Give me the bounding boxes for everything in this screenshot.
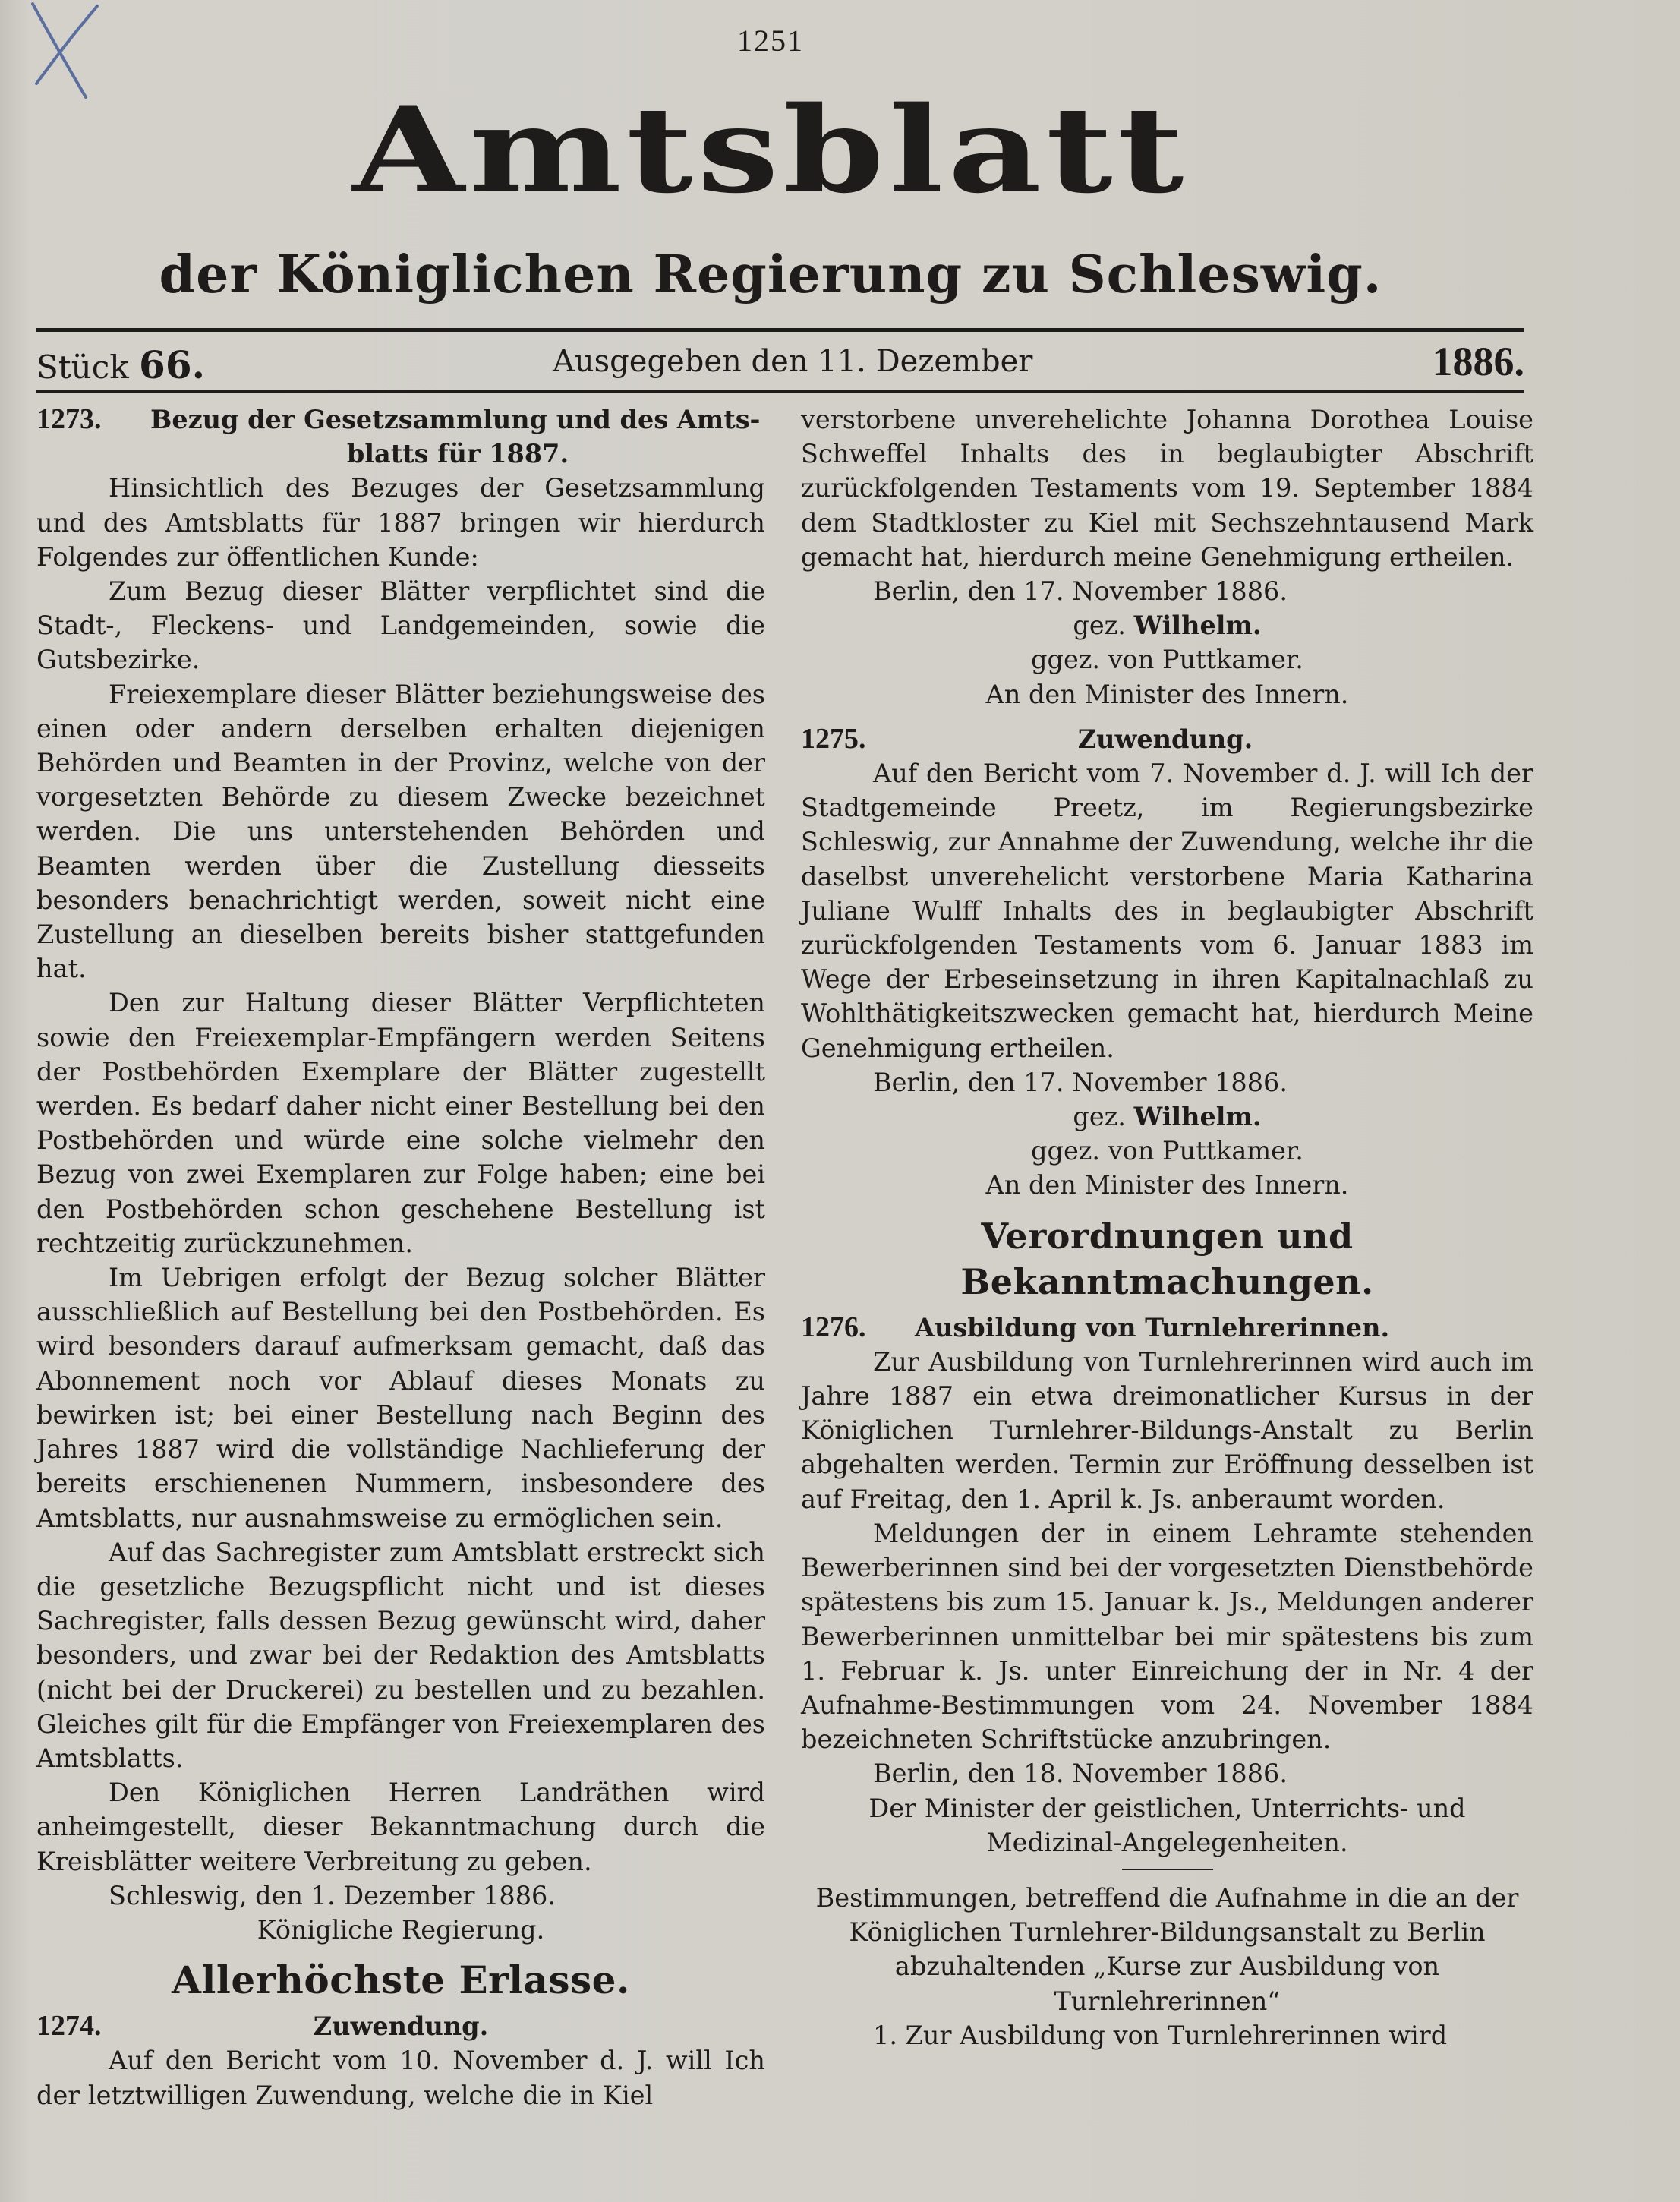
- signature-place-date: Berlin, den 17. November 1886.: [873, 576, 1288, 607]
- entry-title: Ausbildung von Turnlehrerinnen.: [915, 1312, 1390, 1342]
- signature-authority: Königliche Regierung.: [257, 1914, 545, 1945]
- signature-place-date: Berlin, den 17. November 1886.: [873, 1067, 1288, 1097]
- masthead-subtitle: der Königlichen Regierung zu Schleswig.: [159, 244, 1382, 305]
- paragraph: Im Uebrigen erfolgt der Bezug solcher Blätter ausschließlich auf Bestellung bei den Postbehörden. Es wird besonders darauf aufmerksam gemacht, daß das Abonnement noch vor Ablauf dieses Monats zu bewirken ist; bei einer Bestellung nach Beginn des Jahres 1887 wird die vollständige Nachlieferung der bereits erschienenen Nummern, insbesondere des Amtsblatts, nur ausnahmsweise zu ermöglichen sein.: [36, 1263, 765, 1533]
- issue-line: [36, 338, 1524, 386]
- entry-title-cont: blatts für 1887.: [346, 439, 569, 469]
- entry-title: [150, 2009, 651, 2043]
- entry-title: Bezug der Gesetzsammlung und des Amts-: [150, 405, 761, 434]
- entry-title: [915, 722, 1416, 756]
- paragraph: Hinsichtlich des Bezuges der Gesetzsammlung und des Amtsblatts für 1887 bringen wir hierdurch Folgendes zur öffentlichen Kunde:: [36, 473, 765, 572]
- entry-title-text: Zuwendung.: [313, 2011, 489, 2042]
- paragraph: Auf den Bericht vom 7. November d. J. will Ich der Stadtgemeinde Preetz, im Regierungsbezirke Schleswig, zur Annahme der Zuwendung, welche ihr die daselbst unverehelicht verstorbene Maria Katharina Juliane Wulff Inhalts des in beglaubigter Abschrift zurückfolgenden Testaments vom 6. Januar 1883 im Wege der Erbeseinsetzung in ihren Kapitalnachlaß zu Wohlthätigkeitszwecken gemacht hat, hierdurch Meine Genehmigung ertheilen.: [801, 759, 1533, 1063]
- entry-1273-heading-cont: [36, 437, 765, 471]
- entry-1275-heading: [801, 722, 1533, 756]
- signature-name: Wilhelm.: [1133, 610, 1262, 641]
- issue-number: 66.: [139, 342, 206, 387]
- issue-date: Ausgegeben den 11. Dezember: [553, 344, 1033, 379]
- signature-gez: gez.: [1073, 610, 1126, 641]
- signature-line: [801, 1099, 1533, 1134]
- section-heading: Verordnungen und Bekanntmachungen.: [960, 1215, 1374, 1302]
- entry-1273-heading: [36, 402, 765, 437]
- entry-number: 1276.: [801, 1311, 866, 1343]
- page-number: 1251: [737, 24, 804, 58]
- paragraph: Auf den Bericht vom 10. November d. J. will Ich der letztwilligen Zuwendung, welche die in Kiel: [36, 2046, 765, 2110]
- signature-authority: Der Minister der geistlichen, Unterrichts- und: [868, 1793, 1466, 1823]
- paragraph-continued: verstorbene unverehelichte Johanna Dorothea Louise Schweffel Inhalts des in beglaubigter Abschrift zurückfolgenden Testaments vom 19. September 1884 dem Stadtkloster zu Kiel mit Sechszehntausend Mark gemacht hat, hierdurch meine Genehmigung ertheilen.: [801, 405, 1533, 572]
- entry-1274-heading: [36, 2009, 765, 2043]
- paragraph: Zur Ausbildung von Turnlehrerinnen wird auch im Jahre 1887 ein etwa dreimonatlicher Kursus in der Königlichen Turnlehrer-Bildungs-Anstalt zu Berlin abgehalten werden. Termin zur Eröffnung desselben ist auf Freitag, den 1. April k. Js. anberaumt worden.: [801, 1346, 1533, 1514]
- entry-number: 1275.: [801, 722, 866, 755]
- entry-title-text: Zuwendung.: [1077, 724, 1253, 754]
- paragraph: Den zur Haltung dieser Blätter Verpflichteten sowie den Freiexemplar-Empfängern werden Seitens der Postbehörden Exemplare der Blätter zugestellt werden. Es bedarf daher nicht einer Bestellung bei den Postbehörden und würde eine solche vielmehr den Bezug von zwei Exemplaren zur Folge haben; eine bei den Postbehörden schon geschehene Bestellung ist rechtzeitig zurückzunehmen.: [36, 988, 765, 1258]
- paragraph: 1. Zur Ausbildung von Turnlehrerinnen wird: [873, 2020, 1448, 2050]
- signature-place-date: Schleswig, den 1. Dezember 1886.: [109, 1880, 556, 1910]
- signature-place-date: Berlin, den 18. November 1886.: [873, 1759, 1288, 1789]
- entry-number: 1274.: [36, 2010, 102, 2043]
- signature-gez: gez.: [1073, 1102, 1126, 1132]
- paragraph: Auf das Sachregister zum Amtsblatt erstreckt sich die gesetzliche Bezugspflicht nicht und ist dieses Sachregister, falls dessen Bezug gewünscht wird, daher besonders, und zwar bei der Redaktion des Amtsblatts (nicht bei der Druckerei) zu bestellen und zu bezahlen. Gleiches gilt für die Empfänger von Freiexemplaren des Amtsblatts.: [36, 1537, 765, 1773]
- entry-1276-heading: [801, 1311, 1533, 1345]
- paragraph: Freiexemplare dieser Blätter beziehungsweise des einen oder andern derselben erhalten diejenigen Behörden und Beamten in der Provinz, welche von der vorgesetzten Behörde zu diesem Zwecke bezeichnet werden. Die uns unterstehenden Behörden und Beamten werden über die Zustellung diesseits besonders benachrichtigt werden, soweit nicht eine Zustellung an dieselben bereits bisher stattgefunden hat.: [36, 679, 765, 984]
- header-rule-bottom: [36, 390, 1524, 393]
- issue-number-block: [36, 342, 205, 387]
- section-heading: Allerhöchste Erlasse.: [172, 1958, 630, 2003]
- masthead-title: Amtsblatt: [352, 80, 1189, 219]
- separator-rule: [1122, 1869, 1213, 1870]
- left-column: [36, 402, 765, 2112]
- regulation-title: Bestimmungen, betreffend die Aufnahme in die an der Königlichen Turnlehrer-Bildungsanstalt zu Berlin abzuhaltenden „Kurse zur Ausbildung von Turnlehrerinnen“: [815, 1882, 1519, 2016]
- countersignature: ggez. von Puttkamer.: [1031, 645, 1303, 675]
- signature-name: Wilhelm.: [1133, 1102, 1262, 1132]
- signature-address: An den Minister des Innern.: [985, 679, 1349, 709]
- header-rule-top: [36, 328, 1524, 332]
- signature-authority: Medizinal-Angelegenheiten.: [986, 1827, 1348, 1857]
- right-column: [801, 402, 1533, 2052]
- paragraph: Meldungen der in einem Lehramte stehenden Bewerberinnen sind bei der vorgesetzten Dienstbehörde spätestens bis zum 15. Januar k. Js., Meldungen anderer Bewerberinnen unmittelbar bei mir spätestens bis zum 1. Februar k. Js. unter Einreichung der in Nr. 4 der Aufnahme-Bestimmungen vom 24. November 1884 bezeichneten Schriftstücke anzubringen.: [801, 1518, 1533, 1755]
- issue-label: Stück: [36, 349, 129, 386]
- entry-number: 1273.: [36, 403, 102, 435]
- paragraph: Den Königlichen Herren Landräthen wird anheimgestellt, dieser Bekanntmachung durch die Kreisblätter weitere Verbreitung zu geben.: [36, 1778, 765, 1876]
- issue-year: 1886.: [1432, 339, 1524, 384]
- signature-address: An den Minister des Innern.: [985, 1170, 1349, 1200]
- countersignature: ggez. von Puttkamer.: [1031, 1136, 1303, 1166]
- column-divider: [782, 402, 783, 2073]
- paragraph: Zum Bezug dieser Blätter verpflichtet sind die Stadt-, Fleckens- und Landgemeinden, sowie die Gutsbezirke.: [36, 576, 765, 675]
- signature-line: [801, 608, 1533, 642]
